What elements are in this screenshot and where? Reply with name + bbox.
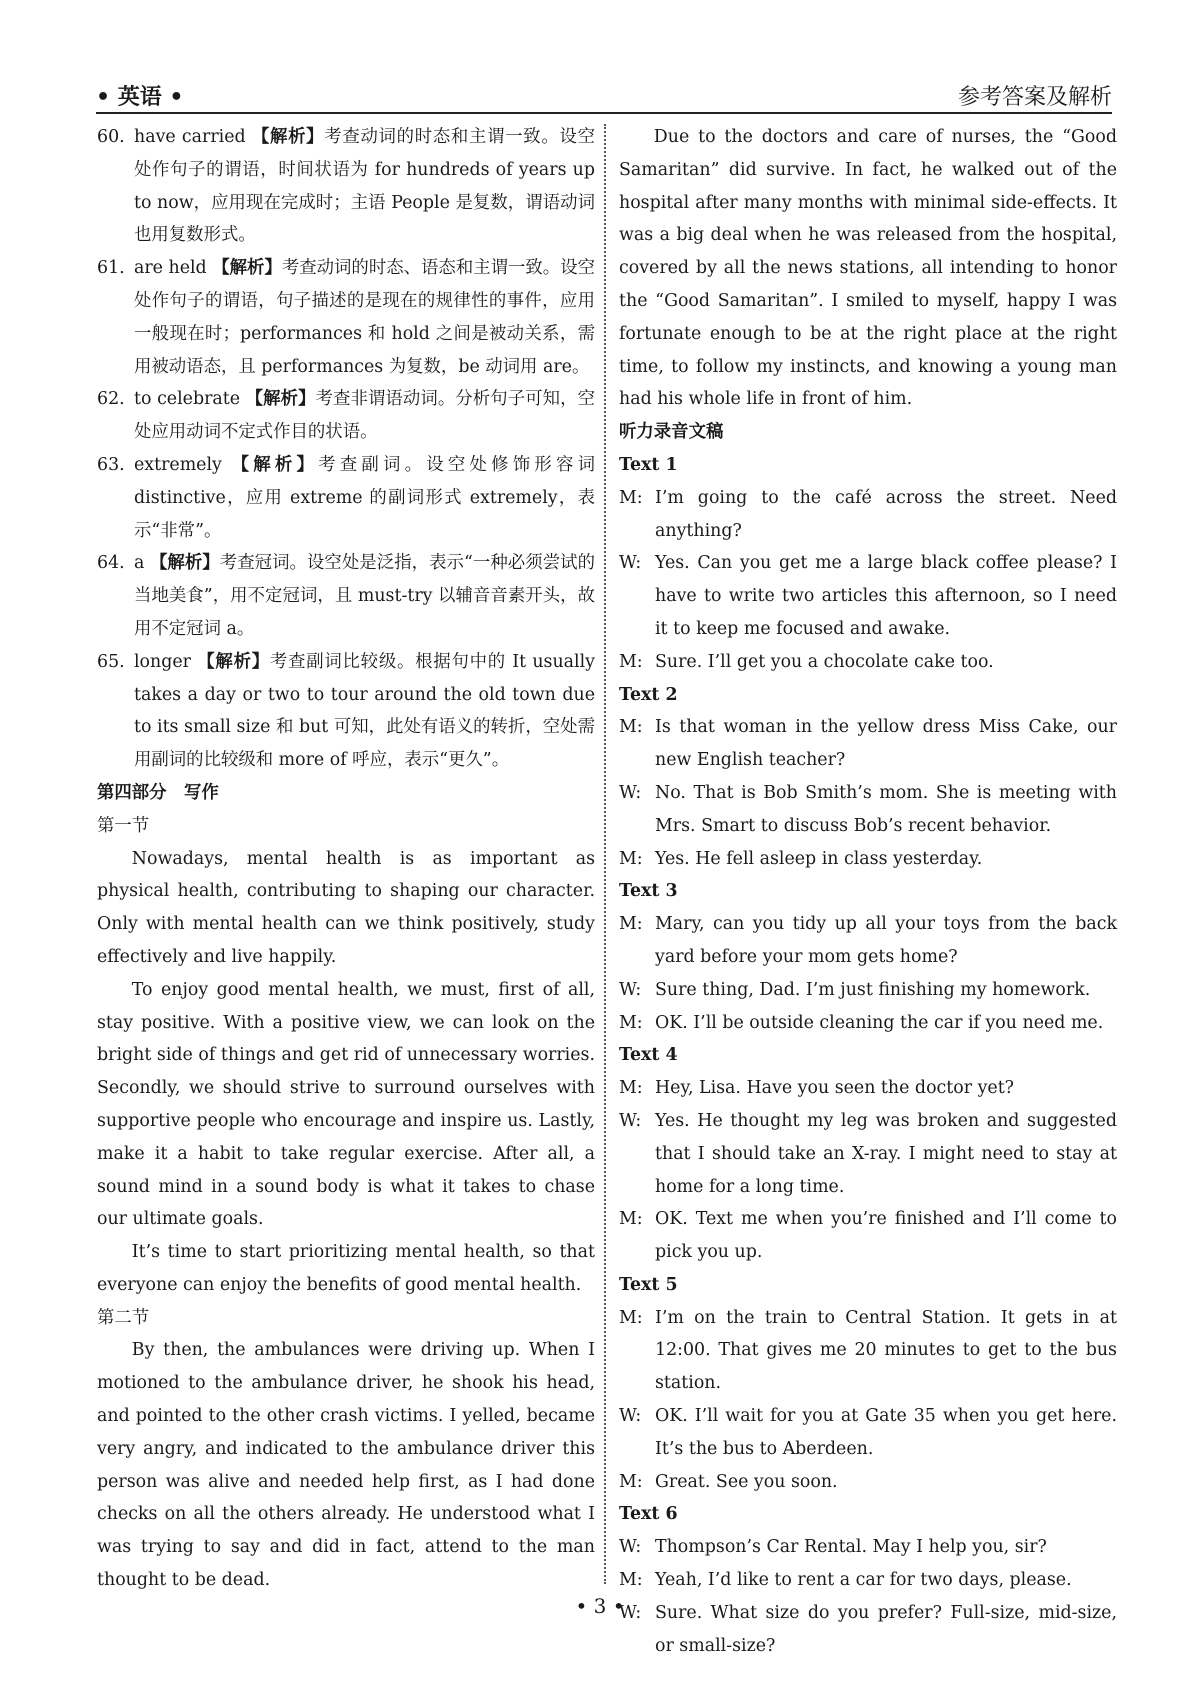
speaker: M: xyxy=(619,848,643,869)
essay-paragraph: It’s time to start prioritizing mental health, so that everyone can enjoy the benefits of good mental health. xyxy=(97,1242,595,1295)
part-title: 第四部分 xyxy=(97,782,167,803)
dialogue-line xyxy=(619,777,1117,843)
text-title: Text 6 xyxy=(619,1504,678,1525)
dialogue-line xyxy=(619,1400,1117,1466)
dialogue-line xyxy=(619,1007,1117,1040)
analysis-tag: 【解析】 xyxy=(149,553,220,574)
part-name: 写作 xyxy=(183,782,219,803)
analysis-text: 考查副词。设空处修饰形容词 distinctive，应用 extreme 的副词形式 extremely，表示“非常”。 xyxy=(134,454,595,541)
answer-item xyxy=(97,646,595,777)
essay-paragraph: Nowadays, mental health is as important as physical health, contributing to shaping our character. Only with mental health can we think positively, study effectively and live happily. xyxy=(97,848,595,967)
answer-number: 64. xyxy=(97,553,125,574)
speaker: M: xyxy=(619,717,643,738)
speaker: M: xyxy=(619,1307,643,1328)
speaker: W: xyxy=(619,782,642,803)
utterance: Sure. I’ll get you a chocolate cake too. xyxy=(655,651,994,672)
utterance: No. That is Bob Smith’s mom. She is meeting with Mrs. Smart to discuss Bob’s recent behavior. xyxy=(655,782,1117,836)
utterance: Sure thing, Dad. I’m just finishing my homework. xyxy=(655,979,1091,1000)
utterance: Is that woman in the yellow dress Miss Cake, our new English teacher? xyxy=(655,717,1117,771)
utterance: OK. I’ll be outside cleaning the car if you need me. xyxy=(655,1012,1104,1033)
utterance: Thompson’s Car Rental. May I help you, sir? xyxy=(655,1537,1047,1558)
text-title: Text 5 xyxy=(619,1274,678,1295)
text-title: Text 2 xyxy=(619,684,678,705)
section-heading: 第二节 xyxy=(97,1307,150,1328)
analysis-tag: 【解析】 xyxy=(231,454,319,475)
answer-text: a xyxy=(134,553,145,574)
dialogue-line xyxy=(619,974,1117,1007)
text-title: Text 4 xyxy=(619,1045,678,1066)
utterance: Great. See you soon. xyxy=(655,1471,838,1492)
analysis-tag: 【解析】 xyxy=(212,258,282,279)
analysis-tag: 【解析】 xyxy=(197,651,270,672)
listening-text-1 xyxy=(619,449,1117,679)
answer-number: 60. xyxy=(97,127,125,147)
utterance: Yes. Can you get me a large black coffee please? I have to write two articles this afternoon, so I need it to keep me focused and awake. xyxy=(655,553,1117,639)
utterance: Yeah, I’d like to rent a car for two days, please. xyxy=(655,1570,1072,1591)
utterance: Yes. He thought my leg was broken and suggested that I should take an X-ray. I might need to stay at home for a long time. xyxy=(655,1110,1117,1197)
speaker: M: xyxy=(619,1471,643,1492)
utterance: I’m on the train to Central Station. It gets in at 12:00. That gives me 20 minutes to get to the bus station. xyxy=(655,1307,1117,1394)
text-title: Text 3 xyxy=(619,881,678,902)
speaker: M: xyxy=(619,487,643,508)
dialogue-line xyxy=(619,1466,1117,1499)
analysis-tag: 【解析】 xyxy=(245,389,316,410)
dialogue-line xyxy=(619,843,1117,876)
utterance: OK. Text me when you’re finished and I’ll come to pick you up. xyxy=(655,1209,1117,1263)
analysis-text: 考查非谓语动词。分析句子可知，空处应用动词不定式作目的状语。 xyxy=(134,389,595,443)
answer-text: have carried xyxy=(134,127,246,147)
answer-number: 63. xyxy=(97,454,125,475)
analysis-text: 考查动词的时态、语态和主谓一致。设空处作句子的谓语，句子描述的是现在的规律性的事件，应用一般现在时；performances 和 hold 之间是被动关系，需用被动语态，且 performances 为复数，be 动词用 are。 xyxy=(134,258,595,377)
speaker: M: xyxy=(619,651,643,672)
speaker: M: xyxy=(619,1209,643,1230)
answer-item xyxy=(97,547,595,645)
dialogue-line xyxy=(619,1072,1117,1105)
dialogue-line xyxy=(619,646,1117,679)
listening-text-3 xyxy=(619,875,1117,1039)
speaker: M: xyxy=(619,914,643,935)
utterance: I’m going to the café across the street. Need anything? xyxy=(655,487,1117,541)
section-label: 参考答案及解析 xyxy=(957,85,1112,110)
utterance: Yes. He fell asleep in class yesterday. xyxy=(655,848,983,869)
analysis-text: 考查动词的时态和主谓一致。设空处作句子的谓语，时间状语为 for hundreds of years up to now，应用现在完成时；主语 People 是复数，谓语动词也用复数形式。 xyxy=(134,127,595,246)
dialogue-line xyxy=(619,908,1117,974)
answer-text: longer xyxy=(134,651,191,672)
story-paragraph: By then, the ambulances were driving up. When I motioned to the ambulance driver, he shook his head, and pointed to the other crash victims. I yelled, became very angry, and indicated to the ambulance driver this person was alive and needed help first, as I had done checks on all the others already. He understood what I was trying to say and did in fact, attend to the man thought to be dead. xyxy=(97,1340,595,1591)
speaker: M: xyxy=(619,1012,643,1033)
text-title: Text 1 xyxy=(619,454,678,475)
column-divider xyxy=(604,124,606,1584)
right-column xyxy=(619,121,1117,1662)
dialogue-line xyxy=(619,1302,1117,1400)
speaker: M: xyxy=(619,1078,643,1099)
answer-number: 65. xyxy=(97,651,125,672)
dialogue-line xyxy=(619,1203,1117,1269)
listening-text-6 xyxy=(619,1498,1117,1662)
utterance: Hey, Lisa. Have you seen the doctor yet? xyxy=(655,1078,1015,1099)
listening-text-5 xyxy=(619,1269,1117,1499)
analysis-text: 考查副词比较级。根据句中的 It usually takes a day or two to tour around the old town due to its small size 和 but 可知，此处有语义的转折，空处需用副词的比较级和 more of 呼应，表示“更久”。 xyxy=(134,651,595,771)
answer-item xyxy=(97,252,595,383)
speaker: W: xyxy=(619,1406,642,1427)
dialogue-line xyxy=(619,1105,1117,1203)
story-paragraph: Due to the doctors and care of nurses, the “Good Samaritan” did survive. In fact, he walked out of the hospital after many months with minimal side-effects. It was a big deal when he was released from the hospital, covered by all the news stations, all intending to honor the “Good Samaritan”. I smiled to myself, happy I was fortunate enough to be at the right place at the right time, to follow my instincts, and knowing a young man had his whole life in front of him. xyxy=(619,127,1117,410)
answer-text: extremely xyxy=(134,454,222,475)
part-heading xyxy=(97,777,595,810)
dialogue-line xyxy=(619,711,1117,777)
page-number: • 3 • xyxy=(575,1594,625,1618)
utterance: Mary, can you tidy up all your toys from the back yard before your mom gets home? xyxy=(655,914,1117,967)
answer-item xyxy=(97,449,595,547)
dialogue-line xyxy=(619,482,1117,548)
answer-item xyxy=(97,121,595,252)
subject-label: • 英语 • xyxy=(96,85,184,110)
speaker: W: xyxy=(619,1110,642,1131)
speaker: W: xyxy=(619,1537,642,1558)
answer-number: 61. xyxy=(97,258,125,279)
section-heading: 第一节 xyxy=(97,815,150,836)
listening-heading: 听力录音文稿 xyxy=(619,422,724,443)
answer-item xyxy=(97,383,595,449)
dialogue-line xyxy=(619,1564,1117,1597)
page-header xyxy=(96,78,1112,114)
speaker: W: xyxy=(619,553,642,574)
answer-text: are held xyxy=(134,258,207,279)
dialogue-line xyxy=(619,547,1117,645)
speaker: W: xyxy=(619,979,642,1000)
answer-number: 62. xyxy=(97,389,125,410)
utterance: Sure. What size do you prefer? Full-size, mid-size, or small-size? xyxy=(655,1602,1117,1656)
speaker: M: xyxy=(619,1570,643,1591)
answer-text: to celebrate xyxy=(134,389,241,410)
dialogue-line xyxy=(619,1531,1117,1564)
analysis-text: 考查冠词。设空处是泛指，表示“一种必须尝试的当地美食”，用不定冠词，且 must-try 以辅音音素开头，故用不定冠词 a。 xyxy=(134,553,595,639)
left-column xyxy=(97,121,595,1597)
listening-text-2 xyxy=(619,679,1117,876)
analysis-tag: 【解析】 xyxy=(251,127,325,147)
listening-text-4 xyxy=(619,1039,1117,1269)
utterance: OK. I’ll wait for you at Gate 35 when you get here. It’s the bus to Aberdeen. xyxy=(655,1406,1117,1459)
essay-paragraph: To enjoy good mental health, we must, first of all, stay positive. With a positive view, we can look on the bright side of things and get rid of unnecessary worries. Secondly, we should strive to surround ourselves with supportive people who encourage and inspire us. Lastly, make it a habit to take regular exercise. After all, a sound mind in a sound body is what it takes to chase our ultimate goals. xyxy=(97,979,595,1230)
speaker: W: xyxy=(619,1602,642,1623)
